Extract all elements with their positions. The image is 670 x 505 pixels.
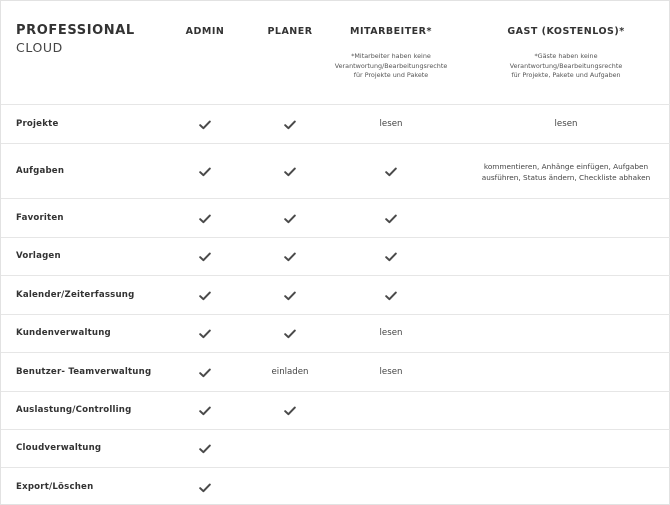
table-row	[1, 314, 670, 352]
cell-planer-check	[250, 252, 330, 265]
column-header-gast: GAST (KOSTENLOS)*	[507, 26, 625, 37]
check-icon	[385, 167, 397, 177]
check-icon	[284, 167, 296, 177]
row-label: Projekte	[16, 118, 59, 129]
cell-mitarbeiter-text: lesen	[379, 118, 403, 129]
cell-admin-check	[165, 252, 245, 265]
table-row	[1, 104, 670, 143]
row-label: Export/Löschen	[16, 481, 94, 492]
column-header-planer: PLANER	[267, 26, 313, 37]
cell-mitarbeiter-check	[321, 214, 461, 227]
check-icon	[199, 167, 211, 177]
cell-admin-check	[165, 483, 245, 496]
cell-admin-check	[165, 291, 245, 304]
check-icon	[284, 291, 296, 301]
cell-planer-text: einladen	[271, 366, 309, 377]
row-label: Cloudverwaltung	[16, 443, 102, 453]
cell-admin-check	[165, 214, 245, 227]
mitarbeiter-note-line2: Verantwortung/Bearbeitungsrechte	[334, 61, 448, 70]
check-icon	[199, 291, 211, 301]
cell-admin-check	[165, 406, 245, 419]
check-icon	[199, 406, 211, 416]
gast-note-line2: Verantwortung/Bearbeitungsrechte	[509, 61, 623, 70]
mitarbeiter-note	[321, 52, 461, 81]
cell-mitarbeiter-check	[321, 167, 461, 180]
cell-planer-check	[250, 406, 330, 419]
mitarbeiter-note-line3: für Projekte und Pakete	[353, 71, 429, 79]
table-header	[1, 1, 670, 104]
row-label: Auslastung/Controlling	[16, 405, 132, 415]
table-title-line1: PROFESSIONAL	[16, 23, 135, 38]
mitarbeiter-note-line1: *Mitarbeiter haben keine	[351, 52, 431, 60]
cell-mitarbeiter-text: lesen	[379, 328, 403, 338]
row-label: Favoriten	[16, 212, 64, 223]
cell-admin-check	[165, 329, 245, 342]
check-icon	[284, 406, 296, 416]
row-label: Vorlagen	[16, 251, 61, 261]
table-row	[1, 391, 670, 429]
gast-note-line1: *Gäste haben keine	[534, 52, 598, 60]
cell-planer-check	[250, 120, 330, 133]
cell-planer-check	[250, 167, 330, 180]
row-label: Aufgaben	[16, 165, 65, 176]
gast-note-line3: für Projekte, Pakete und Aufgaben	[511, 71, 621, 79]
table-row	[1, 198, 670, 237]
cell-planer-check	[250, 329, 330, 342]
check-icon	[199, 120, 211, 130]
cell-admin-check	[165, 167, 245, 180]
check-icon	[284, 329, 296, 339]
row-label: Benutzer- Teamverwaltung	[16, 366, 152, 377]
check-icon	[199, 252, 211, 262]
cell-mitarbeiter-check	[321, 291, 461, 304]
cell-mitarbeiter-check	[321, 252, 461, 265]
check-icon	[385, 291, 397, 301]
check-icon	[199, 329, 211, 339]
gast-note	[471, 52, 661, 81]
table-row	[1, 352, 670, 391]
cell-gast-text: lesen	[554, 118, 578, 129]
table-row	[1, 275, 670, 314]
cell-admin-check	[165, 444, 245, 457]
table-row	[1, 237, 670, 275]
table-title-line2: CLOUD	[16, 40, 63, 55]
table-row	[1, 429, 670, 467]
check-icon	[284, 120, 296, 130]
check-icon	[284, 214, 296, 224]
check-icon	[199, 368, 211, 378]
cell-admin-check	[165, 368, 245, 381]
check-icon	[385, 252, 397, 262]
check-icon	[199, 483, 211, 493]
row-label: Kalender/Zeiterfassung	[16, 289, 135, 300]
cell-admin-check	[165, 120, 245, 133]
check-icon	[199, 214, 211, 224]
cell-planer-check	[250, 291, 330, 304]
column-header-admin: ADMIN	[185, 26, 225, 37]
cell-gast-note-line2: ausführen, Status ändern, Checkliste abhaken	[481, 172, 651, 182]
row-label: Kundenverwaltung	[16, 328, 111, 338]
check-icon	[385, 214, 397, 224]
table-row	[1, 143, 670, 198]
cell-planer-check	[250, 214, 330, 227]
table-row	[1, 467, 670, 505]
check-icon	[199, 444, 211, 454]
cell-gast-note	[471, 161, 661, 183]
cell-gast-note-line1: kommentieren, Anhänge einfügen, Aufgaben	[483, 161, 649, 171]
check-icon	[284, 252, 296, 262]
column-header-mitarbeiter: MITARBEITER*	[350, 26, 432, 37]
cell-mitarbeiter-text: lesen	[379, 366, 403, 377]
